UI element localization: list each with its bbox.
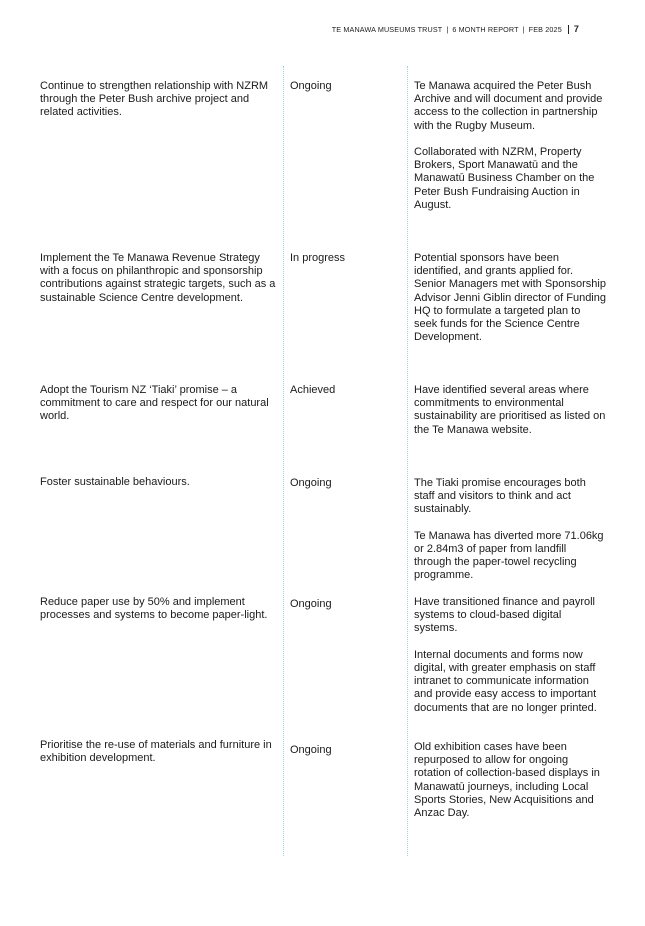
row-5-goal: Reduce paper use by 50% and implement processes and systems to become paper-light.	[40, 596, 268, 622]
row-1-note: Te Manawa acquired the Peter Bush Archive and will document and provide access to the collection in partnership with the Rugby Museum.	[414, 80, 603, 132]
row-6-note: Old exhibition cases have been repurposed to allow for ongoing rotation of collection-based displays in Manawatū journeys, including Local Sports Stories, New Acquisitions and Anzac Day.	[414, 741, 600, 820]
row-3-status: Achieved	[290, 384, 336, 396]
row-2-notes	[414, 252, 606, 344]
row-1-goal: Continue to strengthen relationship with NZRM through the Peter Bush archive project and related activities.	[40, 80, 269, 119]
row-4-note: Te Manawa has diverted more 71.06kg or 2.84m3 of paper from landfill through the paper-towel recycling programme.	[414, 529, 604, 582]
row-4-status: Ongoing	[290, 477, 332, 489]
row-4-notes	[414, 477, 606, 583]
row-2-note: Potential sponsors have been identified, and grants applied for. Senior Managers met with Sponsorship Advisor Jenni Giblin director of Funding HQ to formulate a targeted plan to seek funds for the Science Centre Development.	[414, 252, 606, 344]
row-3-goal: Adopt the Tourism NZ ‘Tiaki’ promise – a commitment to care and respect for our natural world.	[40, 384, 269, 423]
row-6-goal: Prioritise the re-use of materials and furniture in exhibition development.	[40, 739, 272, 765]
row-1-status: Ongoing	[290, 80, 332, 92]
column-divider	[407, 66, 408, 856]
row-5-notes	[414, 596, 606, 715]
page-number: 7	[573, 24, 579, 34]
column-divider	[283, 66, 284, 856]
row-5-note: Have transitioned finance and payroll systems to cloud-based digital systems.	[414, 596, 596, 635]
header-separator: |	[522, 24, 525, 34]
row-3-note: Have identified several areas where commitments to environmental sustainability are prioritised as listed on the Te Manawa website.	[414, 384, 606, 436]
row-1-note: Collaborated with NZRM, Property Brokers, Sport Manawatū and the Manawatū Business Chamber on the Peter Bush Fundraising Auction in August.	[414, 146, 595, 211]
header-date: FEB 2025	[528, 24, 562, 34]
page-header	[332, 24, 579, 34]
row-5-note: Internal documents and forms now digital, with greater emphasis on staff intranet to communicate information and provide easy access to important documents that are no longer printed.	[414, 648, 597, 714]
row-2-status: In progress	[290, 252, 346, 264]
header-divider	[568, 25, 569, 34]
row-3-notes	[414, 384, 606, 437]
row-5-status: Ongoing	[290, 598, 332, 610]
row-1-notes	[414, 80, 606, 212]
header-report: 6 MONTH REPORT	[452, 24, 519, 34]
header-separator: |	[446, 24, 449, 34]
header-org: TE MANAWA MUSEUMS TRUST	[331, 24, 443, 34]
row-2-goal: Implement the Te Manawa Revenue Strategy with a focus on philanthropic and sponsorship contributions against strategic targets, such as a sustainable Science Centre development.	[40, 252, 276, 304]
row-4-note: The Tiaki promise encourages both staff and visitors to think and act sustainably.	[414, 477, 586, 516]
row-6-status: Ongoing	[290, 744, 332, 756]
row-4-goal: Foster sustainable behaviours.	[40, 476, 190, 488]
row-6-notes	[414, 741, 606, 820]
